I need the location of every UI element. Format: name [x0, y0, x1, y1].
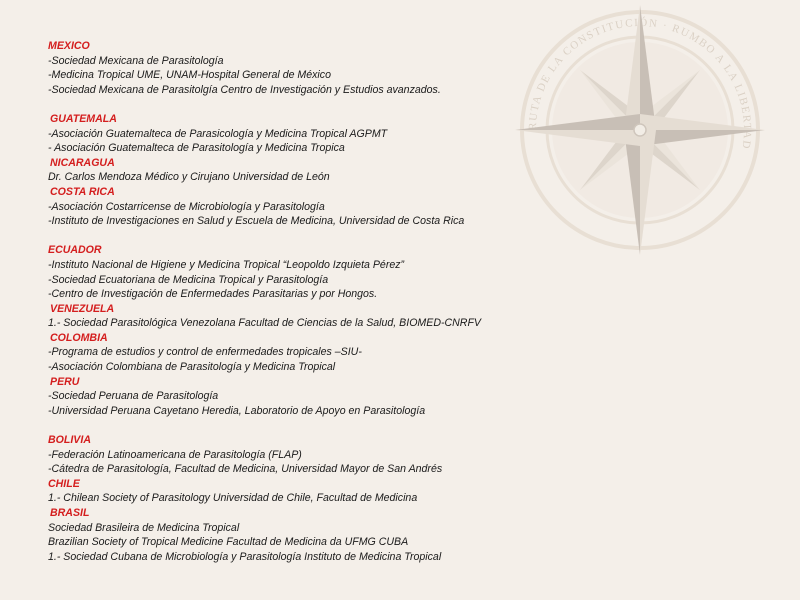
country-section	[48, 433, 768, 477]
country-heading: ECUADOR	[48, 244, 102, 257]
country-section	[48, 375, 768, 419]
country-section	[48, 331, 768, 375]
institution-item: Dr. Carlos Mendoza Médico y Cirujano Universidad de León	[48, 171, 330, 184]
institution-item: -Instituto de Investigaciones en Salud y Escuela de Medicina, Universidad de Costa Rica	[48, 215, 465, 228]
affiliations-list	[48, 39, 768, 564]
institution-item: -Sociedad Ecuatoriana de Medicina Tropical y Parasitología	[48, 273, 329, 286]
institution-item: -Centro de Investigación de Enfermedades Parasitarias y por Hongos.	[48, 288, 378, 301]
section-spacer	[48, 229, 768, 244]
institution-item: Sociedad Brasileira de Medicina Tropical	[48, 521, 240, 534]
emblem-ring-text: RUTA DE LA CONSTITUCIÓN · RUMBO A LA LIBERTAD	[526, 16, 754, 151]
country-heading: VENEZUELA	[50, 302, 115, 315]
country-section	[48, 477, 768, 506]
institution-item: 1.- Chilean Society of Parasitology Universidad de Chile, Facultad de Medicina	[48, 492, 418, 505]
institution-item: -Programa de estudios y control de enfermedades tropicales –SIU-	[48, 346, 362, 359]
institution-item: Brazilian Society of Tropical Medicine Facultad de Medicina da UFMG CUBA	[48, 536, 409, 549]
country-heading: BOLIVIA	[48, 434, 91, 447]
country-section	[48, 185, 768, 229]
country-heading: CHILE	[48, 477, 80, 490]
institution-item: -Asociación Colombiana de Parasitología y Medicina Tropical	[48, 361, 336, 374]
country-heading: MEXICO	[48, 40, 90, 52]
section-spacer	[48, 97, 768, 112]
country-section	[48, 39, 768, 97]
institution-item: -Federación Latinoamericana de Parasitología (FLAP)	[48, 448, 302, 461]
country-heading: COLOMBIA	[50, 331, 108, 344]
institution-item: -Medicina Tropical UME, UNAM-Hospital General de México	[48, 69, 331, 82]
institution-item: -Asociación Guatemalteca de Parasicología y Medicina Tropical AGPMT	[48, 127, 388, 140]
country-heading: BRASIL	[50, 507, 90, 519]
institution-item: -Sociedad Mexicana de Parasitología	[48, 54, 224, 67]
country-heading: COSTA RICA	[50, 185, 115, 198]
country-heading: PERU	[50, 375, 80, 388]
institution-item: - Asociación Guatemalteca de Parasitología y Medicina Tropica	[48, 142, 345, 155]
country-section	[48, 156, 768, 185]
institution-item: -Instituto Nacional de Higiene y Medicina Tropical “Leopoldo Izquieta Pérez”	[48, 258, 405, 271]
country-section	[48, 112, 768, 156]
country-heading: NICARAGUA	[50, 156, 115, 169]
country-heading: GUATEMALA	[50, 112, 117, 125]
institution-item: -Asociación Costarricense de Microbiología y Parasitología	[48, 200, 325, 213]
institution-item: -Sociedad Peruana de Parasitología	[48, 390, 219, 403]
institution-item: 1.- Sociedad Parasitológica Venezolana Facultad de Ciencias de la Salud, BIOMED-CNRFV	[48, 317, 481, 330]
institution-item: -Cátedra de Parasitología, Facultad de Medicina, Universidad Mayor de San Andrés	[48, 463, 443, 476]
institution-item: -Sociedad Mexicana de Parasitolgía Centro de Investigación y Estudios avanzados.	[48, 83, 441, 96]
country-section	[48, 302, 768, 331]
institution-item: 1.- Sociedad Cubana de Microbiología y Parasitología Instituto de Medicina Tropical	[48, 550, 442, 563]
section-spacer	[48, 418, 768, 433]
country-section	[48, 506, 768, 564]
country-section	[48, 243, 768, 301]
institution-item: -Universidad Peruana Cayetano Heredia, Laboratorio de Apoyo en Parasitología	[48, 404, 426, 417]
